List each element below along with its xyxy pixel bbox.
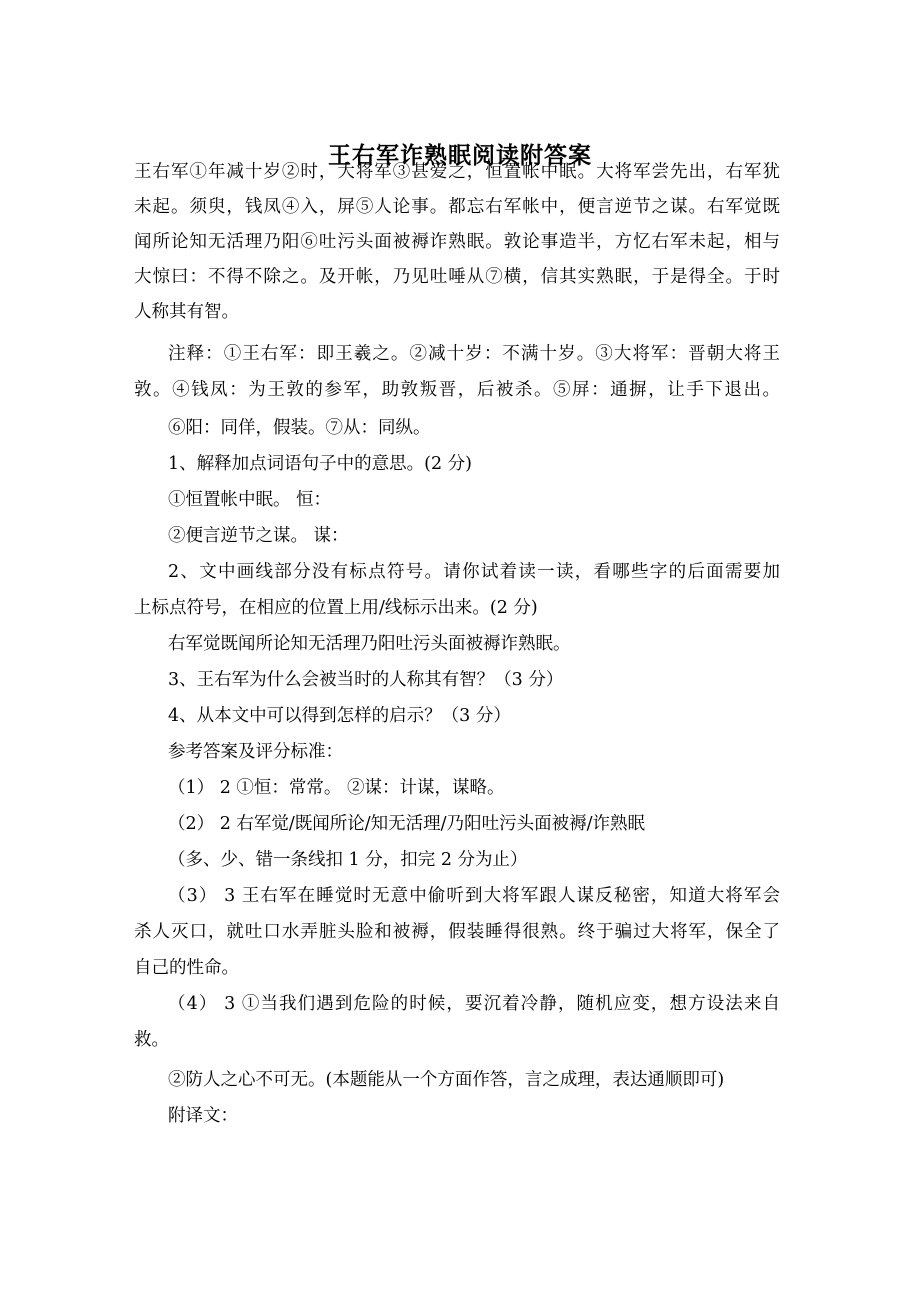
answer-line: ②防人之心不可无。(本题能从一个方面作答，言之成理，表达通顺即可) [168,1070,725,1090]
passage-line: 人称其有智。 [134,302,239,322]
question-line: 3、王右军为什么会被当时的人称其有智？（3 分） [168,670,564,690]
note-line: ⑥阳：同佯，假装。⑦从：同纵。 [168,418,431,438]
note-line: 敦。④钱凤：为王敦的参军，助敦叛晋，后被杀。⑤屏：通摒，让手下退出。 [134,380,780,400]
passage-line: 闻所论知无活理乃阳⑥吐污头面被褥诈熟眠。敦论事造半，方忆右军未起，相与 [134,232,780,252]
answer-line: 杀人灭口，就吐口水弄脏头脸和被褥，假装睡得很熟。终于骗过大将军，保全了 [134,922,780,942]
question-line: 右军觉既闻所论知无活理乃阳吐污头面被褥诈熟眠。 [168,634,571,654]
question-line: 2、文中画线部分没有标点符号。请你试着读一读，看哪些字的后面需要加 [168,562,780,582]
answer-line: （2） 2 右军觉/既闻所论/知无活理/乃阳吐污头面被褥/诈熟眠 [168,814,645,834]
page-title: 王右军诈熟眠阅读附答案 [328,143,592,169]
answer-heading: 参考答案及评分标准： [168,742,343,762]
answer-line: （1） 2 ①恒：常常。 ②谋：计谋，谋略。 [168,778,505,798]
passage-line: 未起。须臾，钱凤④入，屏⑤人论事。都忘右军帐中，便言逆节之谋。右军觉既 [134,197,780,217]
question-line: ②便言逆节之谋。 谋： [168,526,349,546]
question-line: 4、从本文中可以得到怎样的启示？（3 分） [168,706,511,726]
answer-line: （多、少、错一条线扣 1 分，扣完 2 分为止） [168,850,528,870]
answer-line: （3） 3 王右军在睡觉时无意中偷听到大将军跟人谋反秘密，知道大将军会 [168,886,780,906]
question-line: ①恒置帐中眠。 恒： [168,490,332,510]
passage-line: 大惊曰：不得不除之。及开帐，乃见吐唾从⑦横，信其实熟眠，于是得全。于时 [134,267,780,287]
answer-line: 自己的性命。 [134,958,239,978]
question-line: 1、解释加点词语句子中的意思。(2 分) [168,454,472,474]
passage-line: 王右军①年减十岁②时，大将军③甚爱之，恒置帐中眠。大将军尝先出，右军犹 [134,162,780,182]
translation-heading: 附译文： [168,1106,238,1126]
note-line: 注释：①王右军：即王羲之。②减十岁：不满十岁。③大将军：晋朝大将王 [168,344,780,364]
question-line: 上标点符号，在相应的位置上用/线标示出来。(2 分) [134,598,538,618]
answer-line: 救。 [134,1030,169,1050]
answer-line: （4） 3 ①当我们遇到危险的时候，要沉着冷静，随机应变，想方设法来自 [168,994,780,1014]
